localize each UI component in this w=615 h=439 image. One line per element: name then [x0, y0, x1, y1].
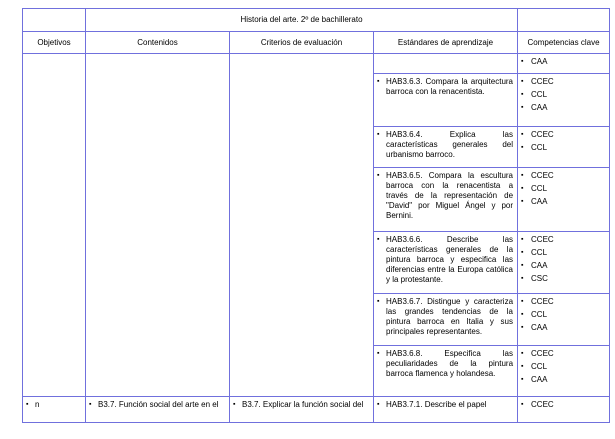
- standard-cell: [374, 294, 518, 346]
- bullet-icon: ▪: [521, 78, 524, 85]
- competencia-item: ▪ CCEC: [521, 171, 554, 180]
- standard-cell: [374, 54, 518, 74]
- bullet-icon: ▪: [521, 376, 524, 383]
- bullet-icon: ▪: [521, 198, 524, 205]
- header-estandares: Estándares de aprendizaje: [374, 32, 518, 54]
- competencia-item: ▪ CAA: [521, 197, 548, 206]
- criterio-text: B3.7. Explicar la función social del: [242, 400, 364, 409]
- bullet-icon: ▪: [521, 311, 524, 318]
- bullet-icon: ▪: [521, 324, 524, 331]
- objetivos-cell: [23, 397, 86, 423]
- table-row: [23, 54, 610, 74]
- bullet-icon: ▪: [233, 401, 236, 408]
- bullet-icon: ▪: [377, 172, 380, 179]
- competencia-item: ▪ CCEC: [521, 77, 554, 86]
- competencias-cell: [518, 74, 610, 127]
- bullet-icon: ▪: [521, 144, 524, 151]
- bullet-icon: ▪: [521, 401, 524, 408]
- bullet-icon: ▪: [377, 298, 380, 305]
- bullet-icon: ▪: [521, 131, 524, 138]
- standard-text: HAB3.6.7. Distingue y caracteriza las grandes tendencias de la pintura barroca en Italia y sus principales representantes.: [386, 297, 514, 336]
- bullet-icon: ▪: [377, 350, 380, 357]
- header-objetivos: Objetivos: [23, 32, 86, 54]
- competencia-item: ▪ CCEC: [521, 235, 554, 244]
- competencias-cell: [518, 397, 610, 423]
- criterios-cell: [230, 54, 374, 397]
- standard-cell: [374, 74, 518, 127]
- table-row: [23, 397, 610, 423]
- bullet-icon: ▪: [521, 104, 524, 111]
- competencia-item: ▪ CCL: [521, 248, 548, 257]
- standard-text: HAB3.6.5. Compara la escultura barroca con la renacentista a través de la representación de "David" por Miguel Ángel y por Bernini.: [386, 171, 514, 220]
- bullet-icon: ▪: [521, 236, 524, 243]
- competencia-item: ▪ CCEC: [521, 130, 554, 139]
- standard-text: HAB3.6.8. Especifica las peculiaridades de la pintura barroca flamenca y holandesa.: [386, 349, 514, 378]
- competencia-item: ▪ CCEC: [521, 349, 554, 358]
- bullet-icon: ▪: [377, 236, 380, 243]
- competencias-cell: [518, 127, 610, 168]
- bullet-icon: ▪: [521, 91, 524, 98]
- standard-text: HAB3.7.1. Describe el papel: [386, 400, 487, 409]
- bullet-icon: ▪: [521, 185, 524, 192]
- standard-cell: [374, 232, 518, 294]
- competencia-item: ▪ CAA: [521, 261, 548, 270]
- standard-text: HAB3.6.6. Describe las características generales de la pintura barroca y especifica las diferencias entre la Europa católica y la protestante.: [386, 235, 514, 284]
- objetivo-text: n: [35, 400, 40, 409]
- competencia-item: ▪ CSC: [521, 274, 548, 283]
- competencia-item: ▪ CCEC: [521, 400, 554, 409]
- standard-text: HAB3.6.3. Compara la arquitectura barroca con la renacentista.: [386, 77, 514, 96]
- bullet-icon: ▪: [521, 363, 524, 370]
- header-competencias: Competencias clave: [518, 32, 610, 54]
- competencia-item: ▪ CCL: [521, 143, 548, 152]
- bullet-icon: ▪: [521, 298, 524, 305]
- bullet-icon: ▪: [377, 401, 380, 408]
- bullet-icon: ▪: [521, 350, 524, 357]
- contenidos-cell: [86, 397, 230, 423]
- competencias-cell: [518, 54, 610, 74]
- standard-cell: [374, 127, 518, 168]
- competencia-item: ▪ CAA: [521, 375, 548, 384]
- bullet-icon: ▪: [521, 58, 524, 65]
- standard-text: HAB3.6.4. Explica las características generales del urbanismo barroco.: [386, 130, 514, 159]
- empty-title-cell: [518, 9, 610, 32]
- bullet-icon: ▪: [89, 401, 92, 408]
- competencias-cell: [518, 346, 610, 397]
- table-title: Historia del arte. 2º de bachillerato: [86, 9, 518, 32]
- competencia-item: ▪ CCL: [521, 184, 548, 193]
- competencias-cell: [518, 294, 610, 346]
- competencia-item: ▪ CCL: [521, 362, 548, 371]
- standard-cell: [374, 168, 518, 232]
- competencia-item: ▪ CAA: [521, 323, 548, 332]
- competencia-item: ▪ CAA: [521, 103, 548, 112]
- header-contenidos: Contenidos: [86, 32, 230, 54]
- criterios-cell: [230, 397, 374, 423]
- curriculum-table: [22, 8, 610, 423]
- bullet-icon: ▪: [377, 131, 380, 138]
- objetivos-cell: [23, 54, 86, 397]
- bullet-icon: ▪: [377, 78, 380, 85]
- competencias-cell: [518, 168, 610, 232]
- competencias-cell: [518, 232, 610, 294]
- competencia-item: ▪ CCL: [521, 310, 548, 319]
- header-criterios: Criterios de evaluación: [230, 32, 374, 54]
- empty-corner-cell: [23, 9, 86, 32]
- standard-cell: [374, 397, 518, 423]
- bullet-icon: ▪: [521, 249, 524, 256]
- bullet-icon: ▪: [521, 262, 524, 269]
- standard-cell: [374, 346, 518, 397]
- bullet-icon: ▪: [26, 401, 29, 408]
- bullet-icon: ▪: [521, 172, 524, 179]
- contenido-text: B3.7. Función social del arte en el: [98, 400, 219, 409]
- competencia-item: ▪ CCL: [521, 90, 548, 99]
- competencia-item: ▪ CAA: [521, 57, 548, 66]
- competencia-item: ▪ CCEC: [521, 297, 554, 306]
- bullet-icon: ▪: [521, 275, 524, 282]
- contenidos-cell: [86, 54, 230, 397]
